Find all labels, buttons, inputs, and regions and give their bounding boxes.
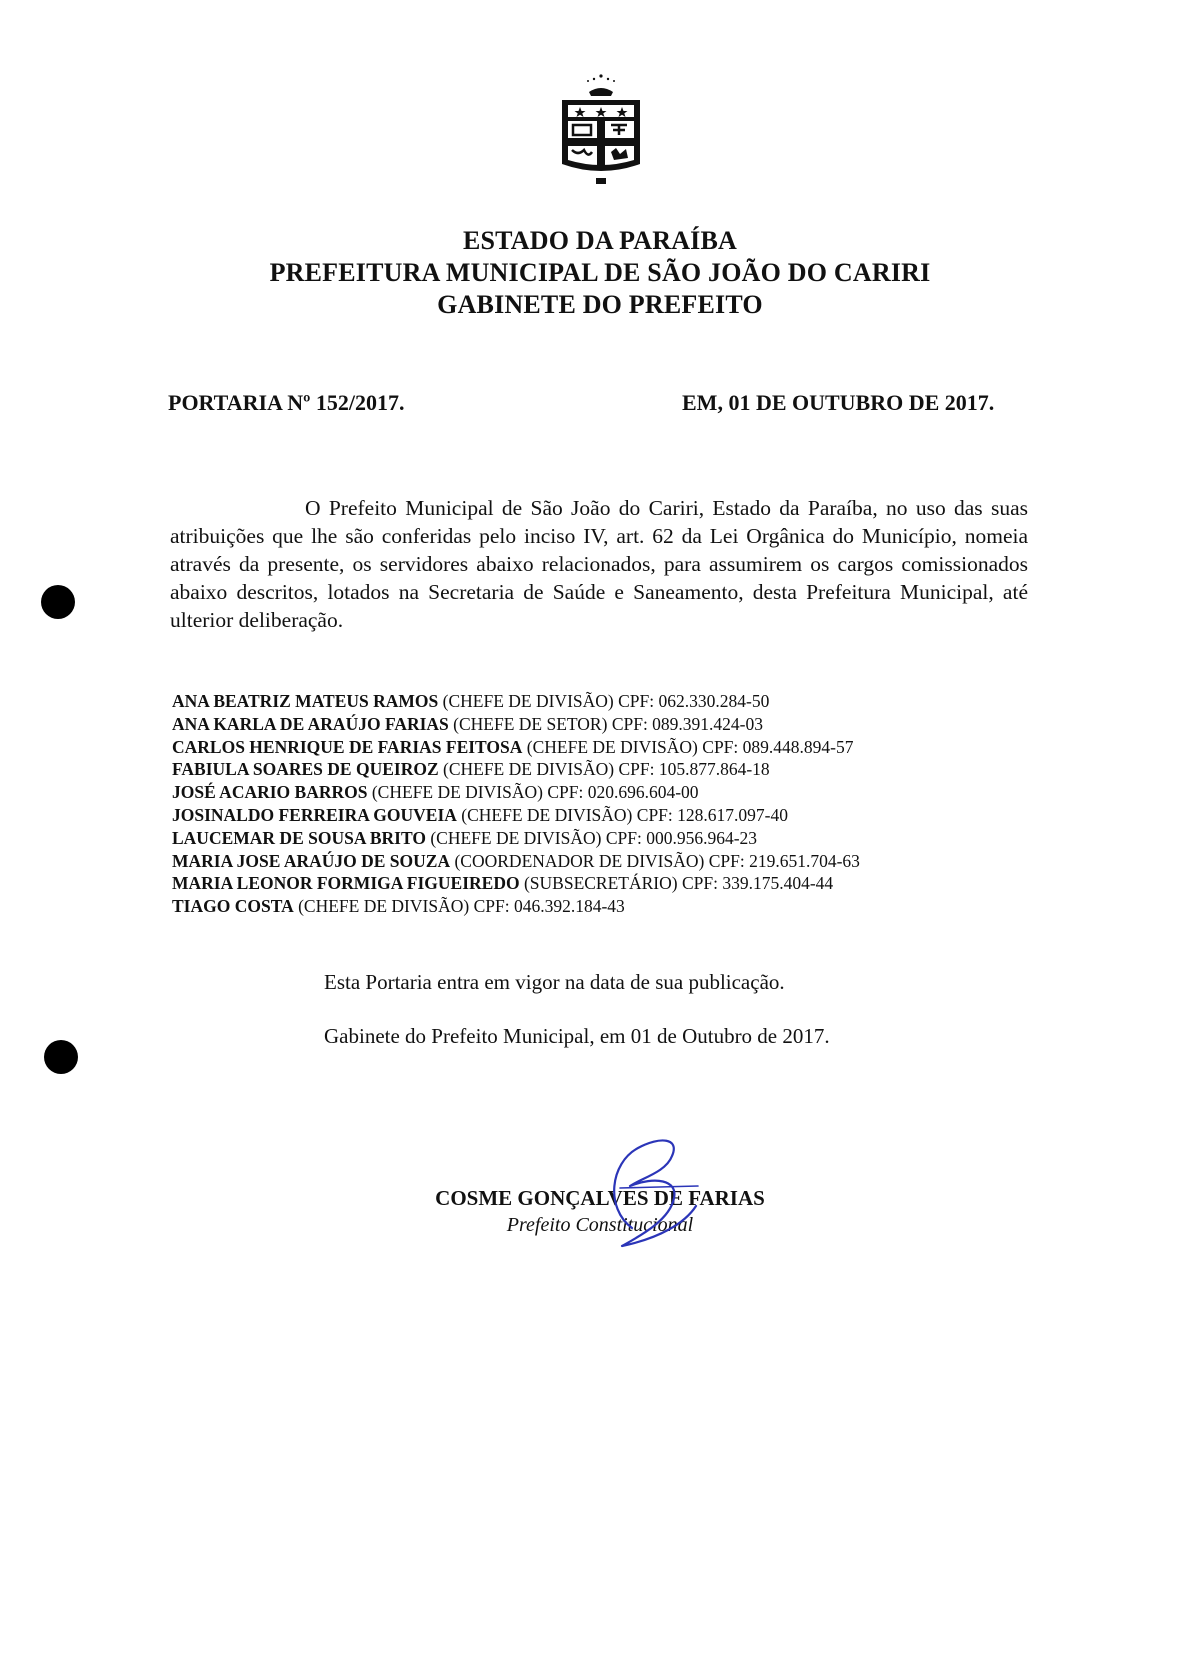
- appointee-cpf: CPF: 046.392.184-43: [473, 896, 625, 917]
- appointee-role: (CHEFE DE DIVISÃO): [526, 736, 698, 757]
- header-municipality: PREFEITURA MUNICIPAL DE SÃO JOÃO DO CARIRI: [269, 258, 931, 287]
- appointee-name: TIAGO COSTA: [172, 896, 294, 917]
- appointee-name: ANA KARLA DE ARAÚJO FARIAS: [172, 713, 449, 734]
- appointee-cpf: CPF: 000.956.964-23: [605, 827, 758, 848]
- signer-title: Prefeito Constitucional: [506, 1214, 694, 1236]
- appointee-row: [172, 804, 1022, 827]
- appointee-role: (CHEFE DE DIVISÃO): [298, 896, 470, 917]
- appointee-name: JOSINALDO FERREIRA GOUVEIA: [172, 804, 457, 825]
- appointee-row: [172, 895, 1022, 918]
- body-paragraph: O Prefeito Municipal de São João do Cariri, Estado da Paraíba, no uso das suas atribuições que lhe são conferidas pelo inciso IV, art. 62 da Lei Orgânica do Município, nomeia através da presente, os servidores abaixo relacionados, para assumirem os cargos comissionados abaixo descritos, lotados na Secretaria de Saúde e Saneamento, desta Prefeitura Municipal, até ulterior deliberação.: [170, 496, 1028, 632]
- appointee-cpf: CPF: 089.448.894-57: [702, 736, 854, 757]
- header-state: ESTADO DA PARAÍBA: [462, 226, 738, 255]
- appointee-role: (CHEFE DE DIVISÃO): [430, 827, 602, 848]
- effective-clause: Esta Portaria entra em vigor na data de sua publicação.: [324, 970, 785, 994]
- appointee-role: (CHEFE DE DIVISÃO): [461, 804, 633, 825]
- appointee-cpf: CPF: 062.330.284-50: [618, 691, 770, 711]
- appointee-name: CARLOS HENRIQUE DE FARIAS FEITOSA: [172, 736, 523, 757]
- appointee-row: [172, 713, 1022, 736]
- appointee-name: FABIULA SOARES DE QUEIROZ: [172, 759, 439, 780]
- punch-hole-bottom: [44, 1040, 78, 1074]
- appointee-row: [172, 690, 1022, 713]
- appointee-role: (CHEFE DE DIVISÃO): [371, 782, 543, 803]
- portaria-date: EM, 01 DE OUTUBRO DE 2017.: [682, 390, 995, 415]
- appointee-cpf: CPF: 089.391.424-03: [611, 713, 764, 734]
- punch-hole-top: [41, 585, 75, 619]
- appointee-cpf: CPF: 020.696.604-00: [547, 782, 699, 803]
- appointee-row: [172, 827, 1022, 850]
- appointee-name: MARIA LEONOR FORMIGA FIGUEIREDO: [172, 873, 520, 894]
- appointee-cpf: CPF: 219.651.704-63: [708, 850, 860, 871]
- issue-place-date: Gabinete do Prefeito Municipal, em 01 de Outubro de 2017.: [324, 1024, 830, 1048]
- appointee-role: (CHEFE DE DIVISÃO): [443, 759, 615, 780]
- appointee-row: [172, 736, 1022, 759]
- portaria-number: PORTARIA Nº 152/2017.: [168, 390, 405, 415]
- handwritten-signature-icon: [600, 1128, 710, 1258]
- signer-name: COSME GONÇALVES DE FARIAS: [435, 1186, 765, 1210]
- appointee-role: (COORDENADOR DE DIVISÃO): [454, 850, 705, 871]
- appointee-role: (CHEFE DE SETOR): [453, 713, 608, 734]
- appointee-role: (SUBSECRETÁRIO): [523, 873, 678, 894]
- appointee-cpf: CPF: 105.877.864-18: [618, 759, 770, 780]
- header-office: GABINETE DO PREFEITO: [437, 290, 763, 319]
- appointee-name: JOSÉ ACARIO BARROS: [172, 782, 368, 803]
- appointee-cpf: CPF: 339.175.404-44: [681, 873, 834, 894]
- appointee-row: [172, 758, 1022, 781]
- appointee-row: [172, 781, 1022, 804]
- appointee-row: [172, 872, 1022, 895]
- appointee-role: (CHEFE DE DIVISÃO): [442, 691, 614, 711]
- appointee-row: [172, 850, 1022, 873]
- appointee-list: [172, 690, 1022, 918]
- coat-of-arms-icon: [556, 72, 646, 188]
- appointee-name: LAUCEMAR DE SOUSA BRITO: [172, 827, 426, 848]
- appointee-name: MARIA JOSE ARAÚJO DE SOUZA: [172, 850, 451, 871]
- appointee-cpf: CPF: 128.617.097-40: [636, 804, 788, 825]
- appointee-name: ANA BEATRIZ MATEUS RAMOS: [172, 691, 439, 711]
